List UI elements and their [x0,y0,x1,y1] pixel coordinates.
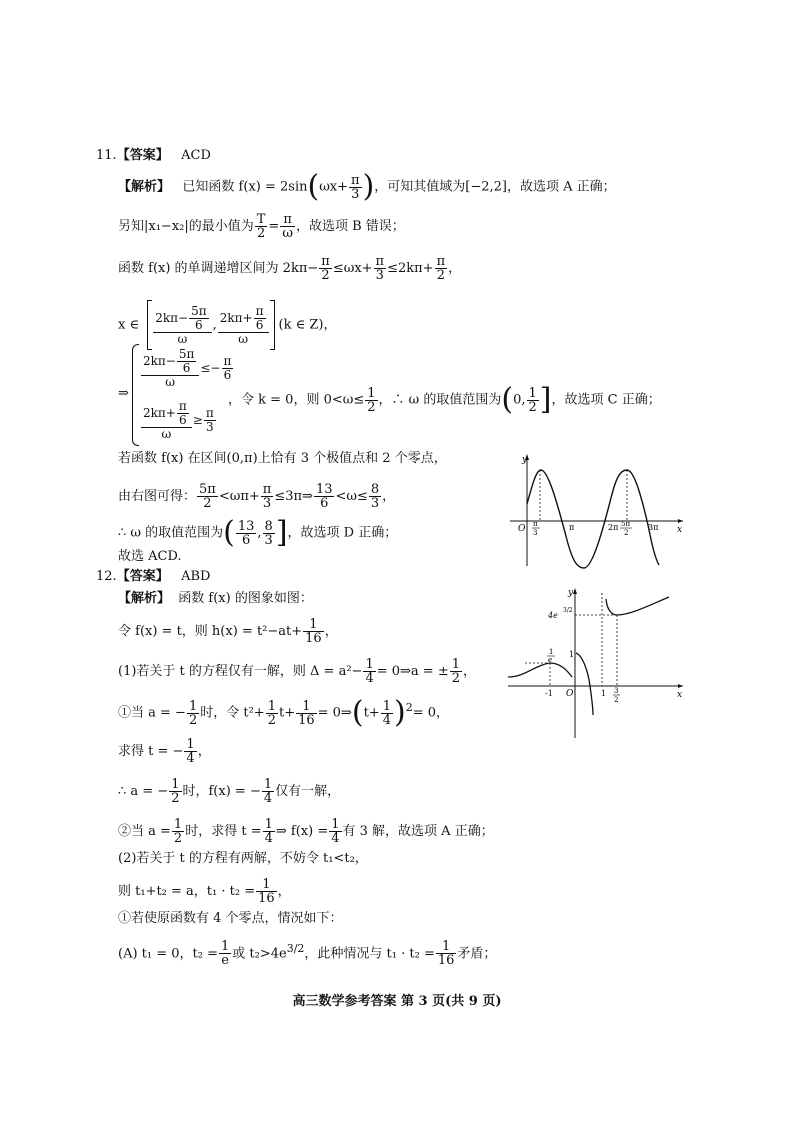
q11-graph-x-label: x [677,525,683,535]
q12-answer-line: 12.【答案】 ABD [96,569,211,584]
q11-line3: 函数 f(x) 的单调递增区间为 2kπ− $\frac{\pi}{2}$ ≤ωx+ $\frac{\pi}{3}$ ≤2kπ+ $\frac{\pi}{2}$ ， [118,254,462,283]
q11-line8: ∴ ω 的取值范围为( $\frac{13}{6}$ , $\frac{8}{3}$ ]，故选项 D 正确； [118,515,398,550]
q11-graph-y-label: y [522,455,528,465]
q11-answer-line [96,147,211,165]
q11-tick-pi3-num: π [533,520,538,528]
q11-answer-tag: 【答案】 [116,148,169,163]
q12-line9: 则 t₁+t₂ = a，t₁ · t₂ = $\frac{1}{16}$ ， [118,877,291,906]
q12-line7: ②当 a = $\frac{1}{2}$ 时，求得 t = $\frac{1}{4}$ ⇒ f(x) = $\frac{1}{4}$ 有 3 解，故选项 A 正确； [118,817,494,846]
q11-line9: 故选 ACD. [118,549,182,564]
q12-graph-x-label: x [677,690,683,700]
q11-ineq2: 2kπ+ $\frac{\pi}{6}$ ω ≥ $\frac{\pi}{3}$ [143,399,214,441]
q12-line6: ∴ a = − $\frac{1}{2}$ 时，f(x) = − $\frac{1}{4}$ 仅有一解， [118,777,341,806]
q11-number: 11. [96,148,117,163]
q11-tick-pi3-den: 3 [533,529,538,537]
q11-sine-curve [527,470,659,568]
q12-label-1e-den: e [548,656,553,664]
q12-line2: 令 f(x) = t，则 h(x) = t²−at+ $\frac{1}{16}$ ， [118,617,338,646]
q12-label-neg1: -1 [545,689,553,698]
q11-line4: x ∈ 2kπ− $\frac{5\pi}{6}$ ω , 2kπ+ $\frac{\pi}{6}$ ω (k ∈ Z)， [118,300,336,350]
q12-curve-left [508,663,572,677]
q12-line4: ①当 a = − $\frac{1}{2}$ 时，令 t²+ $\frac{1}{2}$ t+ $\frac{1}{16}$ = 0⇒(t+ $\frac{1}{4}$ )$^2$= 0， [118,695,449,730]
q12-label-x32-den: 2 [614,696,619,704]
page-footer: 高三数学参考答案 第 3 页(共 9 页) [292,994,502,1009]
q11-system-brace [132,344,139,446]
q11-line5-arrow: ⇒ [118,386,129,401]
q12-label-1e-num: 1 [549,648,554,656]
q12-answer: ABD [181,569,211,584]
q11-answer: ACD [181,148,211,163]
q11-ineq1: 2kπ− $\frac{5\pi}{6}$ ω ≤− $\frac{\pi}{6}$ [143,347,232,389]
q12-line3: (1)若关于 t 的方程仅有一解，则 Δ = a²− $\frac{1}{4}$ = 0⇒a = ± $\frac{1}{2}$ ， [118,657,477,686]
q11-line5: ，令 k = 0，则 0<ω≤ $\frac{1}{2}$ ，∴ ω 的取值范围为(0, $\frac{1}{2}$ ]，故选项 C 正确； [228,382,661,417]
q12-label-4e: 4e [548,611,558,620]
q11-tick-pi: π [569,523,575,532]
q12-curve-right [606,597,669,615]
q12-line8: (2)若关于 t 的方程有两解，不妨令 t₁<t₂， [118,851,368,866]
q11-line1: 【解析】 已知函数 f(x) = 2sin(ωx+ $\frac{\pi}{3}$ )，可知其值域为[−2,2]，故选项 A 正确； [118,169,616,204]
q11-line2: 另知|x₁−x₂|的最小值为 $\frac{T}{2}$ = $\frac{\pi}{\omega}$ ，故选项 B 错误； [118,212,405,241]
q11-tick-3pi: 3π [648,523,659,532]
q12-line5: 求得 t = − $\frac{1}{4}$ ， [118,737,211,766]
q12-function-graph [505,585,687,740]
q11-sine-graph [505,450,687,570]
q11-line7: 由右图可得： $\frac{5\pi}{2}$ <ωπ+ $\frac{\pi}{3}$ ≤3π⇒ $\frac{13}{6}$ <ω≤ $\frac{8}{3}$ ， [118,482,396,511]
q12-label-y1: 1 [569,650,575,659]
q11-graph-origin: O [518,524,526,534]
q12-curve-mid [576,653,593,715]
q12-label-4e-exp: 3/2 [563,607,573,614]
q12-graph-origin: O [566,689,574,699]
q11-tick-5pi2-num: 5π [621,520,631,528]
q12-line11: (A) t₁ = 0，t₂ = $\frac{1}{e}$ 或 $t_2>4e^{3/2}$，此种情况与 t₁ · t₂ = $\frac{1}{16}$ 矛盾； [118,939,497,969]
q12-line1: 【解析】 函数 f(x) 的图象如图： [118,591,313,606]
q12-graph-y-label: y [568,588,574,598]
q11-tick-2pi: 2π [608,523,619,532]
q11-line6: 若函数 f(x) 在区间(0,π)上恰有 3 个极值点和 2 个零点， [118,451,447,466]
q12-label-x1: 1 [601,689,607,698]
q12-label-x32-num: 3 [614,687,619,695]
q11-tick-5pi2-den: 2 [624,529,629,537]
q12-line10: ①若使原函数有 4 个零点，情况如下： [118,911,343,926]
